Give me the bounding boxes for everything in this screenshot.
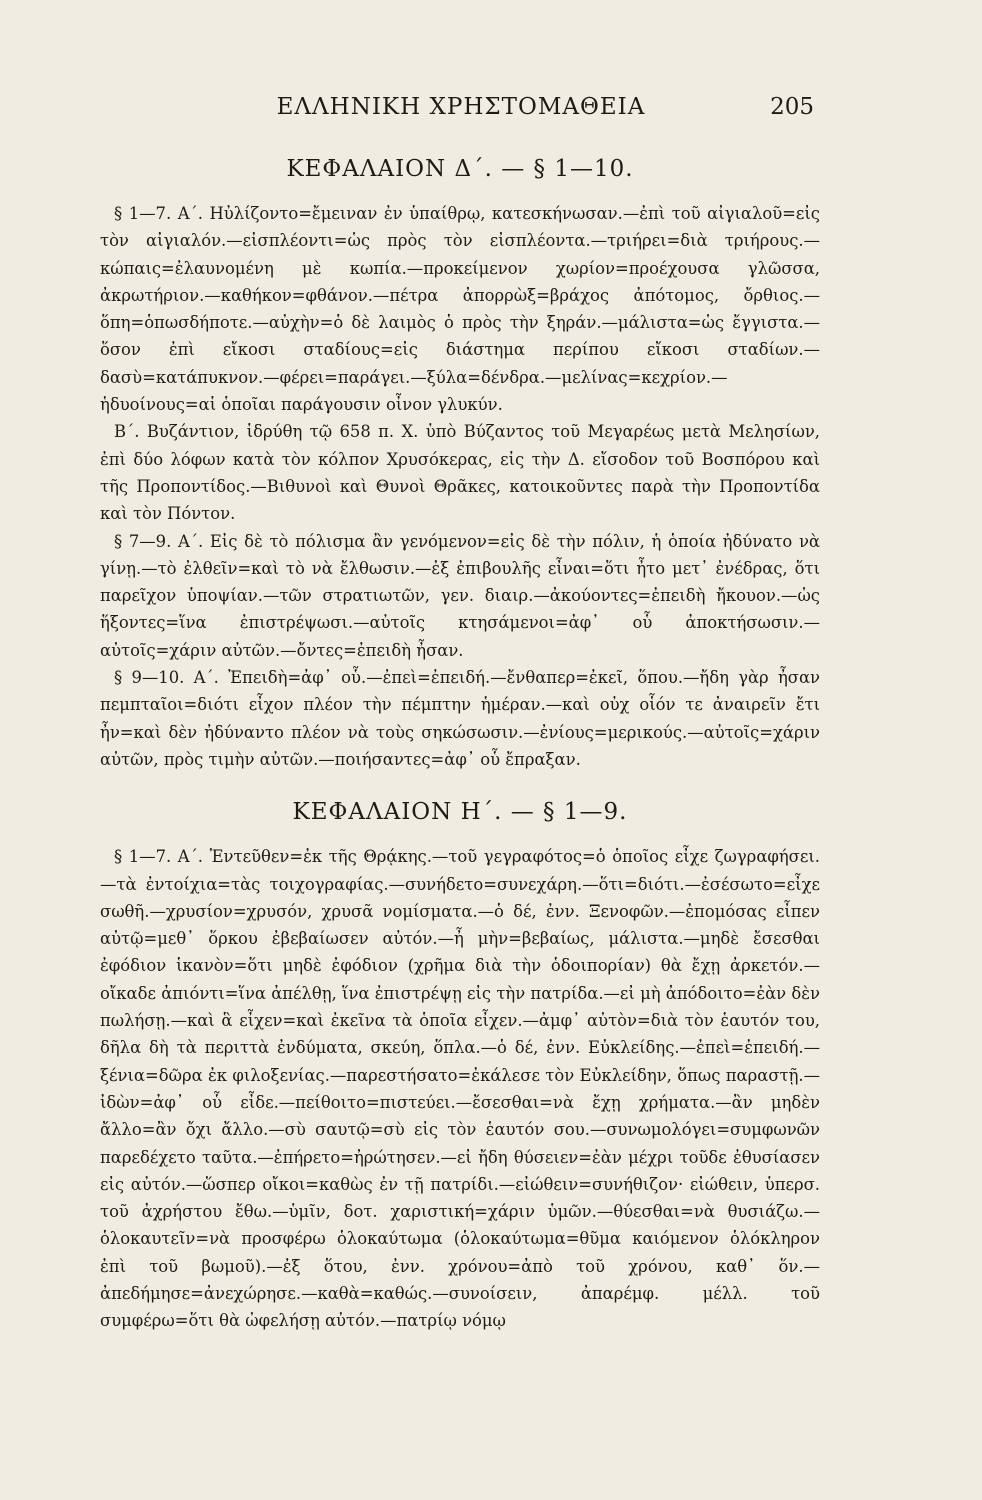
chapter-title-h: ΚΕΦΑΛΑΙΟΝ Η΄. — § 1—9. [292, 799, 628, 826]
page-body [100, 140, 820, 1335]
paragraph-d-7-9: § 7—9. Α΄. Εἰς δὲ τὸ πόλισμα ἂν γενόμενον=εἰς δὲ τὴν πόλιν, ἡ ὁποία ἠδύνατο νὰ γίνῃ.—τὸ ἐλθεῖν=καὶ τὸ νὰ ἔλθωσιν.—ἐξ ἐπιβουλῆς εἶναι=ὅτι ἦτο μετ᾽ ἐνέδρας, ὅτι παρεῖχον ὑποψίαν.—τῶν στρατιωτῶν, γεν. διαιρ.—ἀκούοντες=ἐπειδὴ ἤκουον.—ὡς ἥξοντες=ἵνα ἐπιστρέψωσι.—αὐτοῖς κτησάμενοι=ἀφ᾽ οὗ ἀποκτήσωσιν.—αὐτοῖς=χάριν αὐτῶν.—ὄντες=ἐπειδὴ ἦσαν. [100, 531, 820, 660]
running-head: ΕΛΛΗΝΙΚΗ ΧΡΗΣΤΟΜΑΘΕΙΑ [276, 94, 646, 120]
paragraph-d-9-10: § 9—10. Α΄. Ἐπειδὴ=ἀφ᾽ οὗ.—ἐπεὶ=ἐπειδή.—ἔνθαπερ=ἐκεῖ, ὅπου.—ἤδη γὰρ ἦσαν πεμπταῖοι=διότι εἶχον πλέον τὴν πέμπτην ἡμέραν.—καὶ οὐχ οἷόν τε ἀναιρεῖν ἔτι ἦν=καὶ δὲν ἠδύναντο πλέον νὰ τοὺς σηκώσωσιν.—ἐνίους=μερικούς.—αὐτοῖς=χάριν αὐτῶν, πρὸς τιμὴν αὐτῶν.—ποιήσαντες=ἀφ᾽ οὗ ἔπραξαν. [100, 668, 820, 769]
paragraph-d-1-7: § 1—7. Α΄. Ηὐλίζοντο=ἔμειναν ἐν ὑπαίθρῳ, κατεσκήνωσαν.—ἐπὶ τοῦ αἰγιαλοῦ=εἰς τὸν αἰγιαλόν.—εἰσπλέοντι=ὡς πρὸς τὸν εἰσπλέοντα.—τριήρει=διὰ τριήρους.—κώπαις=ἐλαυνομένη μὲ κωπία.—προκείμενον χωρίον=προέχουσα γλῶσσα, ἀκρωτήριον.—καθήκον=φθάνον.—πέτρα ἀπορρὼξ=βράχος ἀπότομος, ὄρθιος.—ὅπη=ὁπωσδήποτε.—αὐχὴν=ὁ δὲ λαιμὸς ὁ πρὸς τὴν ξηράν.—μάλιστα=ὡς ἔγγιστα.—ὅσον ἐπὶ εἴκοσι σταδίους=εἰς διάστημα περίπου εἴκοσι σταδίων.—δασὺ=κατάπυκνον.—φέρει=παράγει.—ξύλα=δένδρα.—μελίνας=κεχρίον.—ἡδυοίνους=αἱ ὁποῖαι παράγουσιν οἶνον γλυκύν. [100, 204, 820, 415]
paragraph-h-1-7: § 1—7. Α΄. Ἐντεῦθεν=ἐκ τῆς Θρᾴκης.—τοῦ γεγραφότος=ὁ ὁποῖος εἶχε ζωγραφήσει.—τὰ ἐντοίχια=τὰς τοιχογραφίας.—συνήδετο=συνεχάρη.—ὅτι=διότι.—ἐσέσωτο=εἶχε σωθῆ.—χρυσίον=χρυσόν, χρυσᾶ νομίσματα.—ὁ δέ, ἐνν. Ξενοφῶν.—ἐπομόσας εἶπεν αὐτῷ=μεθ᾽ ὅρκου ἐβεβαίωσεν αὐτόν.—ἦ μὴν=βεβαίως, μάλιστα.—μηδὲ ἔσεσθαι ἐφόδιον ἱκανὸν=ὅτι μηδὲ ἐφόδιον (χρῆμα διὰ τὴν ὁδοιπορίαν) θὰ ἔχῃ ἀρκετόν.—οἴκαδε ἀπιόντι=ἵνα ἀπέλθῃ, ἵνα ἐπιστρέψῃ εἰς τὴν πατρίδα.—εἰ μὴ ἀπόδοιτο=ἐὰν δὲν πωλήσῃ.—καὶ ἃ εἶχεν=καὶ ἐκεῖνα τὰ ὁποῖα εἶχεν.—ἀμφ᾽ αὐτὸν=διὰ τὸν ἑαυτόν του, δῆλα δὴ τὰ περιττὰ ἐνδύματα, σκεύη, ὅπλα.—ὁ δέ, ἐνν. Εὐκλείδης.—ἐπεὶ=ἐπειδή.—ξένια=δῶρα ἐκ φιλοξενίας.—παρεστήσατο=ἐκάλεσε τὸν Εὐκλείδην, ὅπως παραστῇ.—ἰδὼν=ἀφ᾽ οὗ εἶδε.—πείθοιτο=πιστεύει.—ἔσεσθαι=νὰ ἔχῃ χρήματα.—ἂν μηδὲν ἄλλο=ἂν ὄχι ἄλλο.—σὺ σαυτῷ=σὺ εἰς τὸν ἑαυτόν σου.—συνωμολόγει=συμφωνῶν παρεδέχετο ταῦτα.—ἐπήρετο=ἠρώτησεν.—εἰ ἤδη θύσειεν=ἐὰν μέχρι τοῦδε ἐθυσίασεν εἰς αὐτόν.—ὥσπερ οἴκοι=καθὼς ἐν τῇ πατρίδι.—εἰώθειν=συνήθιζον· εἰώθειν, ὑπερσ. τοῦ ἀχρήστου ἔθω.—ὑμῖν, δοτ. χαριστική=χάριν ὑμῶν.—θύεσθαι=νὰ θυσιάζω.—ὁλοκαυτεῖν=νὰ προσφέρω ὁλοκαύτωμα (ὁλοκαύτωμα=θῦμα καιόμενον ὁλόκληρον ἐπὶ τοῦ βωμοῦ).—ἐξ ὅτου, ἐνν. χρόνου=ἀπὸ τοῦ χρόνου, καθ᾽ ὅν.—ἀπεδήμησε=ἀνεχώρησε.—καθὰ=καθώς.—συνοίσειν, ἀπαρέμφ. μέλλ. τοῦ συμφέρω=ὅτι θὰ ὠφελήσῃ αὐτόν.—πατρίῳ νόμῳ [100, 847, 820, 1331]
page-number: 205 [770, 94, 814, 120]
chapter-title-d: ΚΕΦΑΛΑΙΟΝ Δ΄. — § 1—10. [286, 156, 634, 182]
paragraph-d-byzantion: Β΄. Βυζάντιον, ἱδρύθη τῷ 658 π. Χ. ὑπὸ Βύζαντος τοῦ Μεγαρέως μετὰ Μελησίων, ἐπὶ δύο λόφων κατὰ τὸν κόλπον Χρυσόκερας, εἰς τὴν Δ. εἴσοδον τοῦ Βοσπόρου καὶ τῆς Προποντίδος.—Βιθυνοὶ καὶ Θυνοὶ Θρᾶκες, κατοικοῦντες παρὰ τὴν Προποντίδα καὶ τὸν Πόντον. [100, 422, 820, 524]
